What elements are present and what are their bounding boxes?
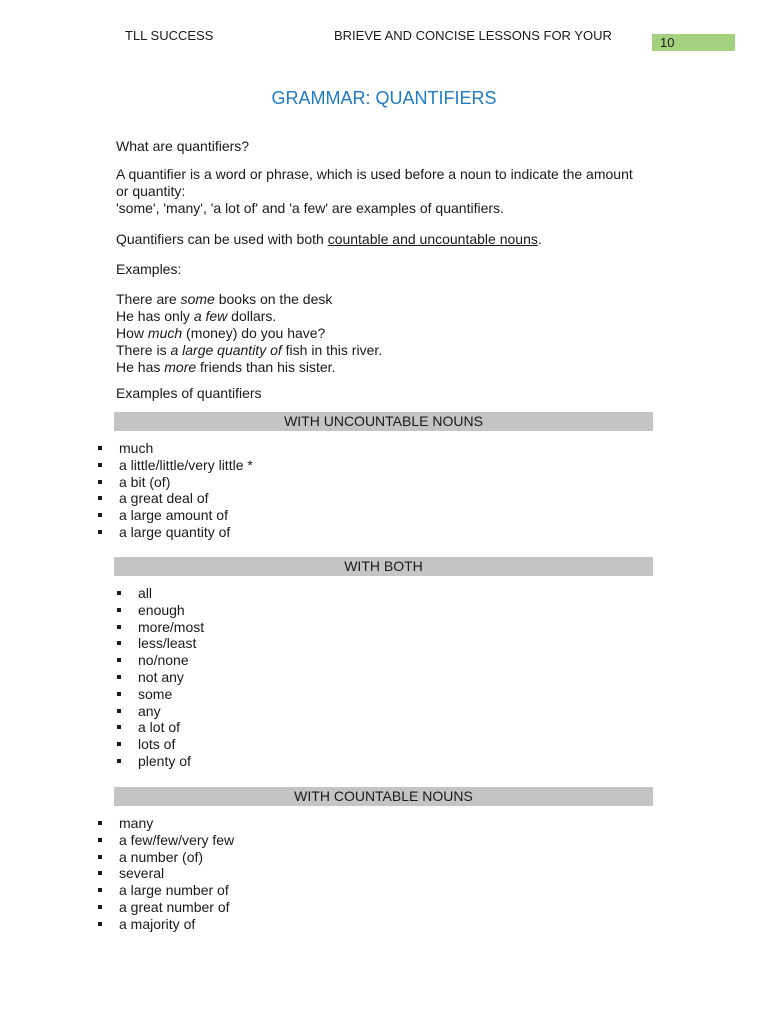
- list-item: [98, 507, 253, 524]
- list-item: [98, 832, 234, 849]
- list-item-text: more/most: [138, 618, 205, 635]
- header-left-text: TLL SUCCESS: [125, 28, 214, 43]
- example-text: How: [116, 325, 148, 341]
- list-item: [98, 899, 234, 916]
- list-item-text: a large quantity of: [119, 523, 231, 540]
- list-item-text: lots of: [138, 736, 176, 753]
- example-sentence: [116, 325, 656, 342]
- bullet-icon: [117, 742, 121, 746]
- page-title: GRAMMAR: QUANTIFIERS: [271, 88, 497, 108]
- usage-prefix: Quantifiers can be used with both: [116, 231, 328, 247]
- list-item: [98, 524, 253, 541]
- list-item: [98, 474, 253, 491]
- bullet-icon: [98, 821, 102, 825]
- bullet-icon: [98, 513, 102, 517]
- bullet-icon: [98, 871, 102, 875]
- example-text: He has only: [116, 308, 194, 324]
- both-list: [117, 585, 204, 770]
- list-item-text: a little/little/very little *: [119, 456, 253, 473]
- list-item-text: a few/few/very few: [119, 831, 235, 848]
- bullet-icon: [98, 446, 102, 450]
- section-heading-both: WITH BOTH: [114, 557, 653, 576]
- countable-list: [98, 815, 234, 933]
- bullet-icon: [98, 922, 102, 926]
- bullet-icon: [117, 641, 121, 645]
- example-text: dollars.: [227, 308, 277, 324]
- list-item: [98, 849, 234, 866]
- example-text: He has: [116, 359, 165, 375]
- list-item: [98, 457, 253, 474]
- list-item-text: plenty of: [138, 752, 191, 769]
- examples-heading: Examples:: [116, 261, 182, 277]
- list-item: [98, 440, 253, 457]
- section-heading-countable: WITH COUNTABLE NOUNS: [114, 787, 653, 806]
- list-item-text: less/least: [138, 635, 197, 652]
- list-item-text: several: [119, 865, 165, 882]
- example-quantifier: much: [147, 325, 183, 341]
- example-text: fish in this river.: [281, 342, 383, 358]
- definition-line-2: or quantity:: [116, 183, 186, 199]
- definition-line-3: 'some', 'many', 'a lot of' and 'a few' are examples of quantifiers.: [116, 200, 504, 216]
- list-item-text: a great deal of: [119, 490, 209, 507]
- example-sentence: [116, 342, 656, 359]
- list-item-text: some: [138, 685, 173, 702]
- definition-line-1: A quantifier is a word or phrase, which is used before a noun to indicate the amount: [116, 166, 633, 182]
- example-text: books on the desk: [214, 291, 333, 307]
- list-item-text: not any: [138, 668, 184, 685]
- list-item: [117, 719, 204, 736]
- usage-sentence: [116, 231, 656, 248]
- example-text: There is: [116, 342, 171, 358]
- bullet-icon: [117, 625, 121, 629]
- intro-question: What are quantifiers?: [116, 138, 250, 154]
- list-item-text: a bit (of): [119, 473, 171, 490]
- section-heading-uncountable: WITH UNCOUNTABLE NOUNS: [114, 412, 653, 431]
- list-item-text: a large number of: [119, 882, 229, 899]
- list-item-text: a large amount of: [119, 507, 228, 524]
- page-number-badge: 10: [652, 34, 735, 51]
- bullet-icon: [117, 692, 121, 696]
- bullet-icon: [98, 905, 102, 909]
- list-item: [117, 669, 204, 686]
- list-item: [98, 916, 234, 933]
- list-item: [117, 736, 204, 753]
- list-item-text: no/none: [138, 652, 189, 669]
- list-item: [98, 815, 234, 832]
- bullet-icon: [98, 496, 102, 500]
- countable-uncountable-link[interactable]: countable and uncountable nouns: [327, 231, 538, 247]
- list-item: [98, 490, 253, 507]
- bullet-icon: [98, 855, 102, 859]
- list-item-text: enough: [138, 601, 185, 618]
- bullet-icon: [117, 658, 121, 662]
- example-text: (money) do you have?: [182, 325, 326, 341]
- bullet-icon: [98, 838, 102, 842]
- bullet-icon: [117, 709, 121, 713]
- list-item: [98, 882, 234, 899]
- list-item: [117, 753, 204, 770]
- list-item: [117, 602, 204, 619]
- bullet-icon: [117, 591, 121, 595]
- list-item-text: any: [138, 702, 161, 719]
- bullet-icon: [117, 608, 121, 612]
- example-sentence: [116, 291, 656, 308]
- list-item: [117, 703, 204, 720]
- bullet-icon: [98, 463, 102, 467]
- header-center-text: BRIEVE AND CONCISE LESSONS FOR YOUR: [334, 28, 612, 43]
- list-item-text: a number (of): [119, 848, 204, 865]
- example-text: friends than his sister.: [196, 359, 336, 375]
- bullet-icon: [98, 480, 102, 484]
- example-sentence: [116, 308, 656, 325]
- example-quantifier: some: [180, 291, 215, 307]
- list-item-text: a great number of: [119, 898, 230, 915]
- bullet-icon: [98, 888, 102, 892]
- example-text: There are: [116, 291, 181, 307]
- list-item-text: a lot of: [138, 719, 181, 736]
- list-item-text: all: [138, 585, 153, 601]
- bullet-icon: [117, 759, 121, 763]
- example-quantifier: a large quantity of: [170, 342, 282, 358]
- list-item: [98, 865, 234, 882]
- list-item-text: much: [119, 440, 154, 456]
- usage-suffix: .: [537, 231, 542, 247]
- bullet-icon: [98, 530, 102, 534]
- example-quantifier: a few: [193, 308, 228, 324]
- list-item: [117, 635, 204, 652]
- list-item: [117, 619, 204, 636]
- list-item-text: many: [119, 815, 154, 831]
- list-item-text: a majority of: [119, 915, 196, 932]
- list-item: [117, 652, 204, 669]
- bullet-icon: [117, 675, 121, 679]
- example-sentence: [116, 359, 656, 376]
- uncountable-list: [98, 440, 253, 541]
- list-item: [117, 686, 204, 703]
- list-item: [117, 585, 204, 602]
- example-quantifier: more: [164, 359, 197, 375]
- examples-of-quantifiers-label: Examples of quantifiers: [116, 385, 262, 401]
- bullet-icon: [117, 725, 121, 729]
